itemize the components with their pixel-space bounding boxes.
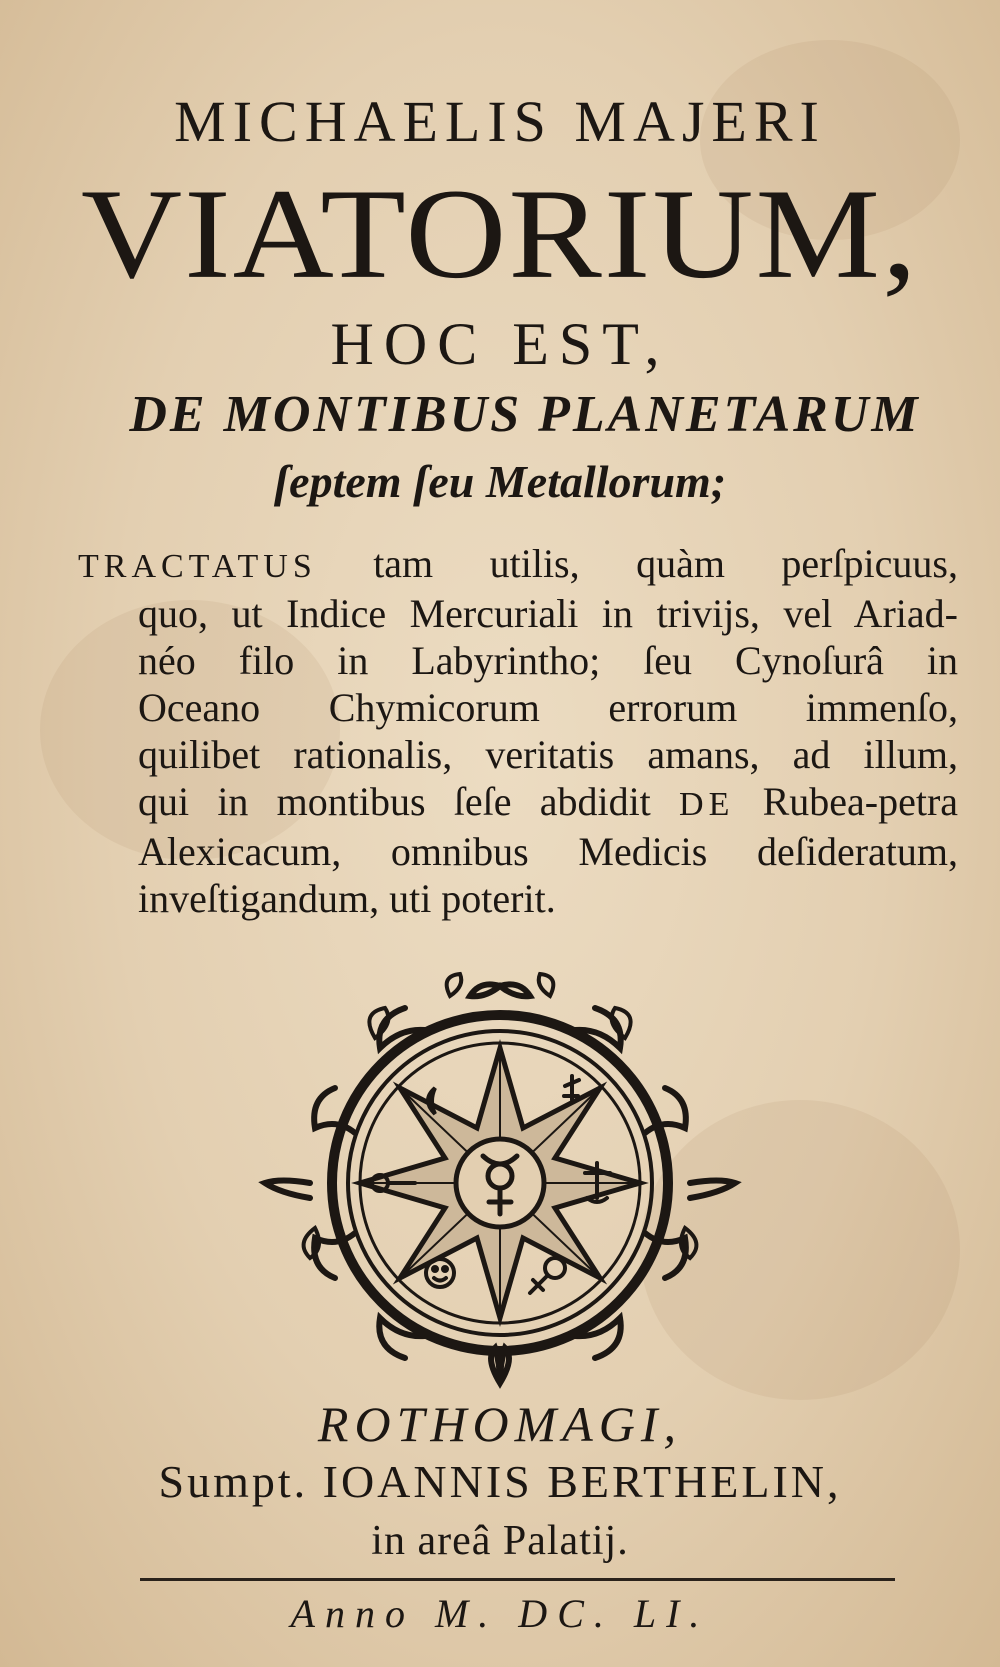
body-line: néo filo in Labyrintho; ſeu Cynoſurâ in bbox=[138, 638, 958, 683]
de-word: DE bbox=[679, 786, 735, 823]
body-line: quo, ut Indice Mercuriali in trivijs, vel Ariad- bbox=[138, 591, 958, 636]
author-name: MICHAELIS MAJERI bbox=[174, 89, 826, 154]
hoc-est-line: HOC EST, bbox=[330, 311, 670, 377]
body-line: quilibet rationalis, veritatis amans, ad illum, bbox=[138, 732, 958, 777]
body-line bbox=[78, 540, 958, 590]
tractatus-word: TRACTATUS bbox=[78, 548, 317, 585]
alchemical-star-emblem-icon bbox=[255, 968, 745, 1398]
body-line-text: Rubea-petra bbox=[762, 779, 959, 824]
body-line: Oceano Chymicorum errorum immenſo, bbox=[138, 685, 958, 730]
book-title: VIATORIUM, bbox=[81, 162, 919, 306]
subtitle-line-2: ſeptem ſeu Metallorum; bbox=[273, 456, 727, 507]
description-paragraph bbox=[78, 540, 959, 922]
imprint-year: Anno M. DC. LI. bbox=[290, 1591, 710, 1636]
body-line: inveſtigandum, uti poterit. bbox=[138, 876, 556, 921]
body-line bbox=[138, 778, 958, 828]
body-line: Alexicacum, omnibus Medicis deſideratum, bbox=[138, 829, 958, 874]
imprint-city: ROTHOMAGI, bbox=[317, 1396, 683, 1452]
subtitle-line: DE MONTIBUS PLANETARUM bbox=[129, 386, 921, 443]
body-line-text: qui in montibus ſeſe abdidit bbox=[138, 779, 651, 824]
body-line-text: tam utilis, quàm perſpicuus, bbox=[373, 541, 958, 586]
imprint-rule bbox=[140, 1578, 895, 1581]
imprint-publisher: Sumpt. IOANNIS BERTHELIN, bbox=[158, 1456, 842, 1507]
imprint-address: in areâ Palatij. bbox=[371, 1518, 629, 1564]
